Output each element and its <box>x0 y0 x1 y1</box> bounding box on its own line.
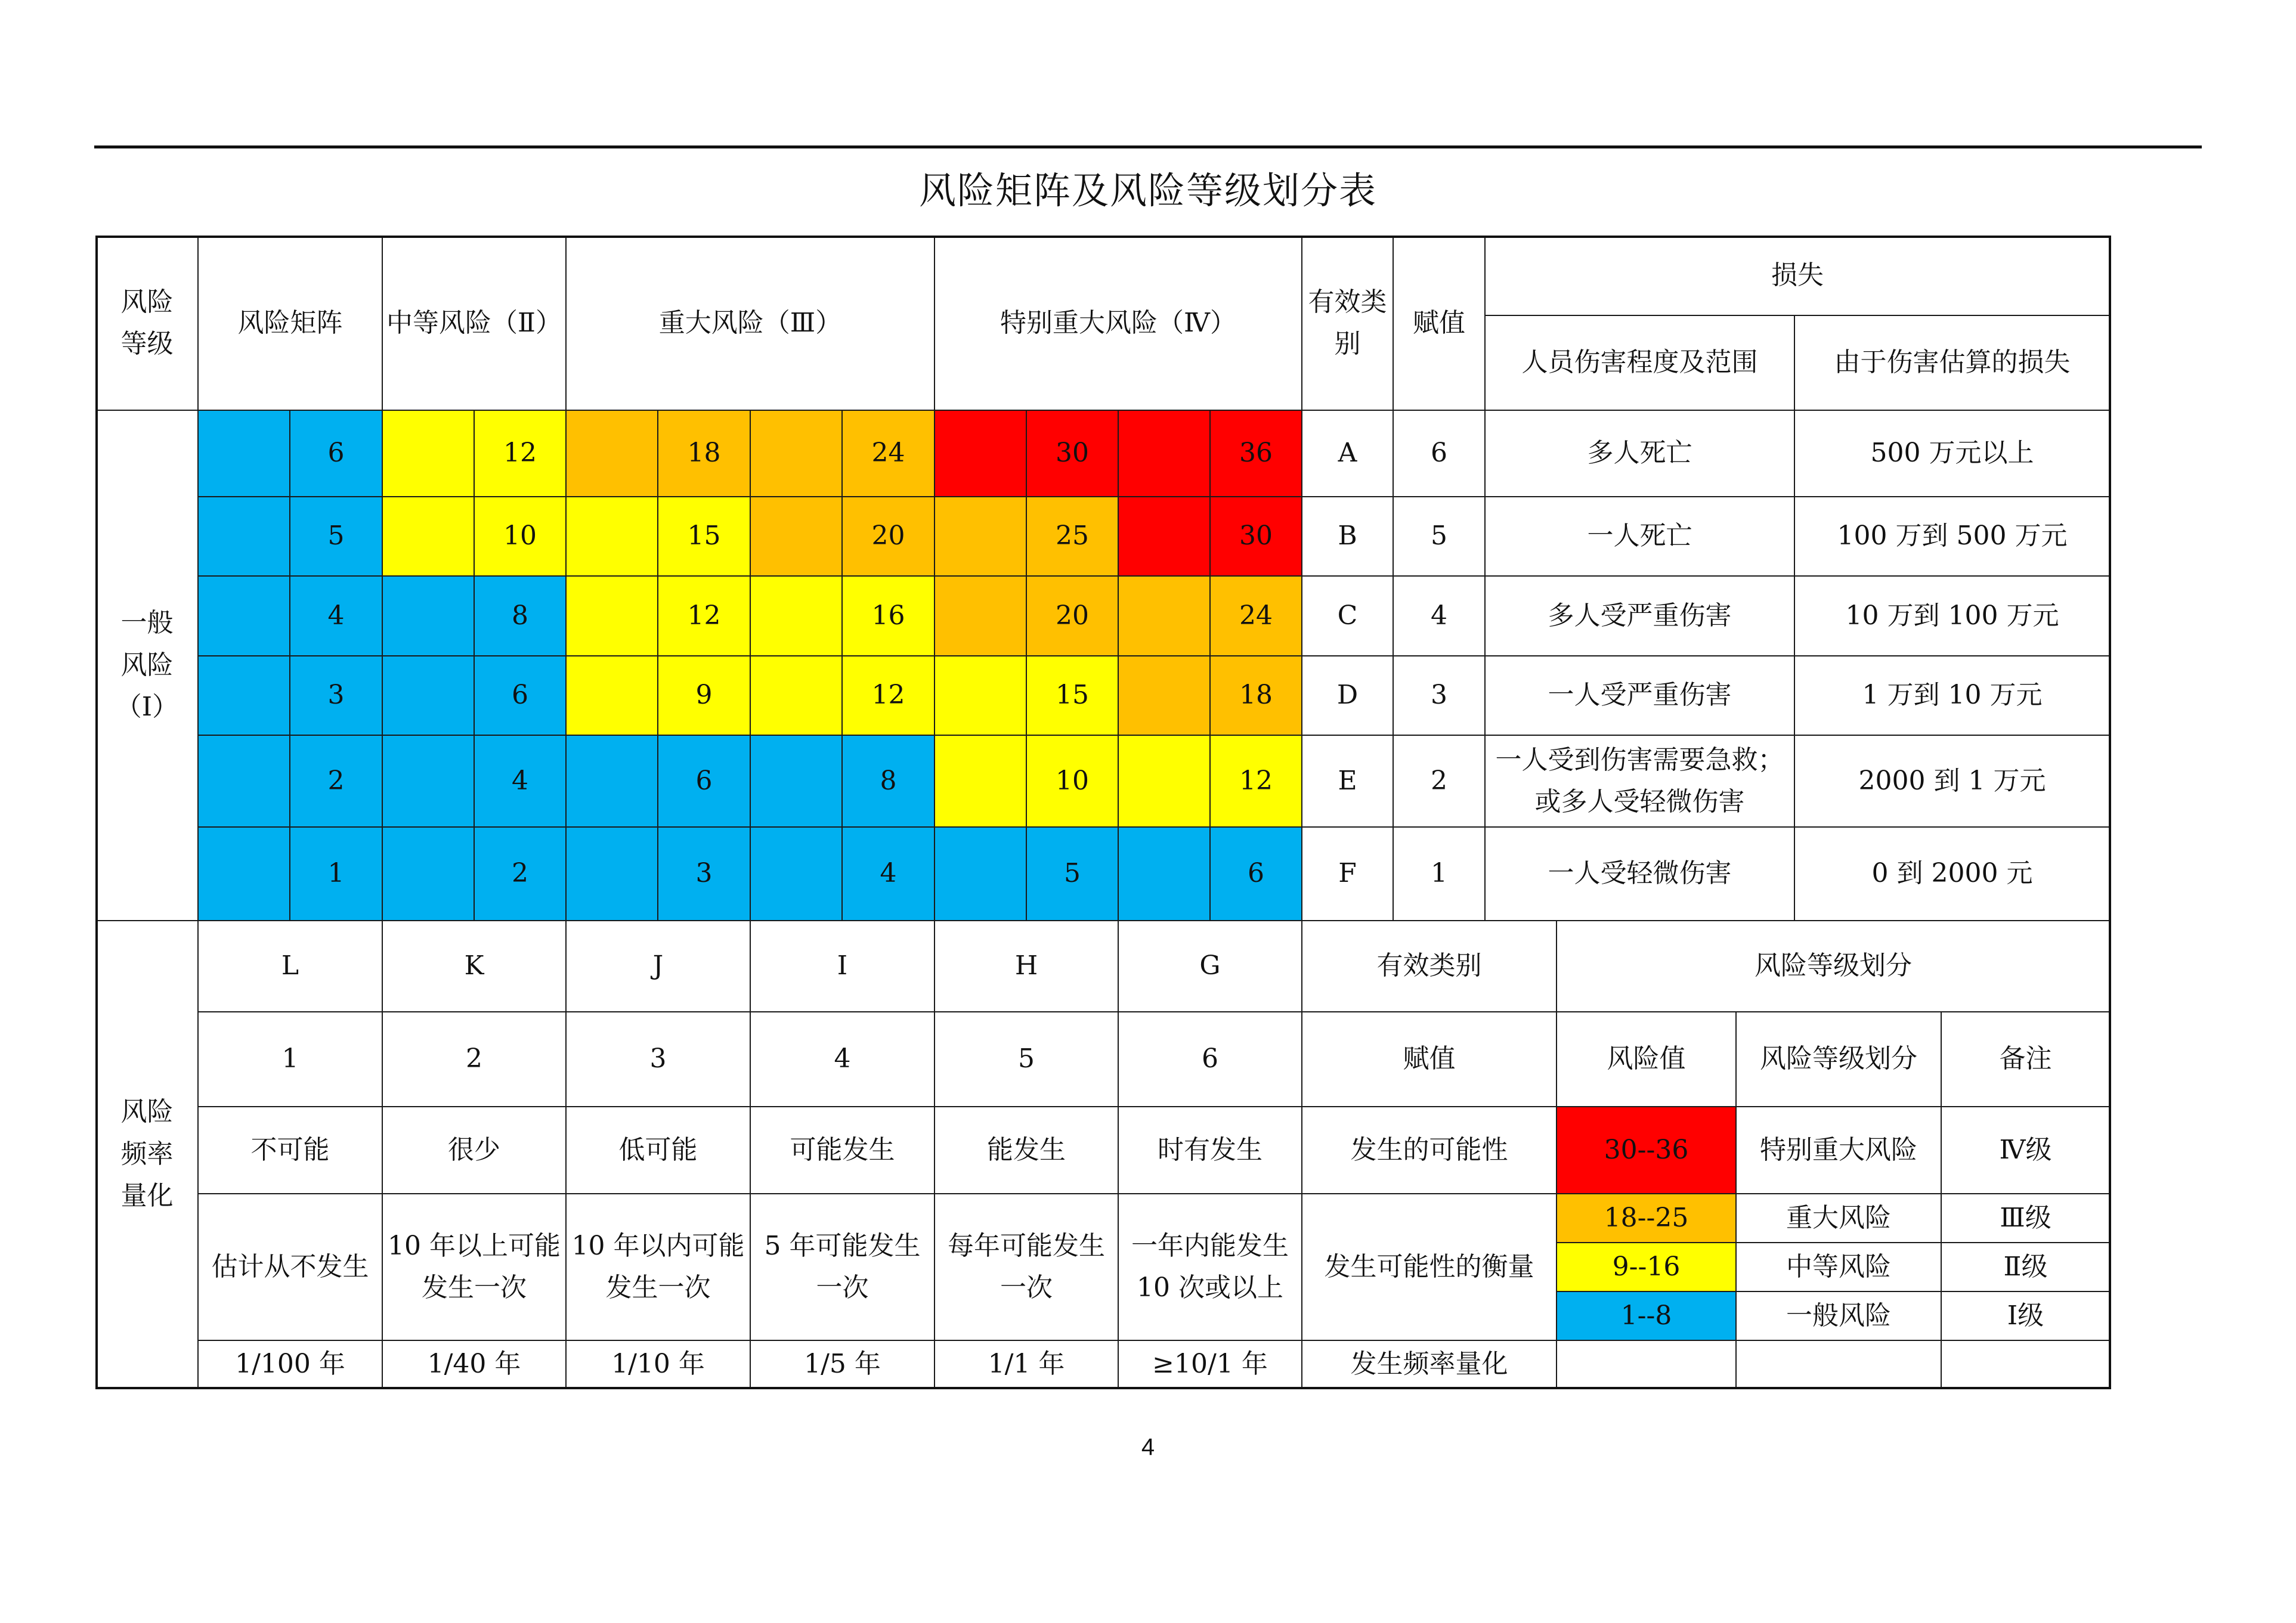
header-rule <box>94 145 2202 148</box>
frequency-rate: 1/1 年 <box>934 1340 1119 1389</box>
frequency-description: 5 年可能发生 一次 <box>750 1193 935 1341</box>
loss-cell: 100 万到 500 万元 <box>1794 496 2111 577</box>
matrix-value-cell: 4 <box>474 735 567 828</box>
matrix-color-cell <box>934 496 1027 577</box>
frequency-description: 10 年以内可能 发生一次 <box>565 1193 751 1341</box>
matrix-value-cell: 10 <box>474 496 567 577</box>
frequency-score: 1 <box>197 1011 383 1107</box>
risk-value-header: 风险值 <box>1556 1011 1737 1107</box>
category-cell: C <box>1301 575 1394 656</box>
matrix-value-cell: 6 <box>1209 826 1302 921</box>
matrix-color-cell <box>382 496 475 577</box>
frequency-letter: L <box>197 920 383 1012</box>
risk-range-swatch: 30--36 <box>1556 1106 1737 1194</box>
matrix-value-cell: 25 <box>1026 496 1119 577</box>
category-cell: A <box>1301 410 1394 497</box>
matrix-value-cell: 15 <box>1026 655 1119 736</box>
matrix-color-cell <box>750 496 843 577</box>
risk-note-header: 备注 <box>1941 1011 2111 1107</box>
matrix-color-cell <box>382 575 475 656</box>
header-major-risk: 重大风险（Ⅲ） <box>565 236 935 411</box>
empty-cell <box>1735 1340 1942 1389</box>
matrix-value-cell: 36 <box>1209 410 1302 497</box>
matrix-value-cell: 4 <box>289 575 383 656</box>
header-medium-risk: 中等风险（Ⅱ） <box>382 236 567 411</box>
label-measure: 发生可能性的衡量 <box>1301 1193 1557 1341</box>
risk-level-note: Ⅲ级 <box>1941 1193 2111 1243</box>
header-risk-level: 风险 等级 <box>95 236 199 411</box>
frequency-description: 10 年以上可能 发生一次 <box>382 1193 567 1341</box>
matrix-value-cell: 3 <box>657 826 751 921</box>
matrix-value-cell: 18 <box>657 410 751 497</box>
matrix-color-cell <box>565 826 658 921</box>
matrix-value-cell: 12 <box>474 410 567 497</box>
score-cell: 5 <box>1393 496 1486 577</box>
matrix-value-cell: 12 <box>1209 735 1302 828</box>
matrix-color-cell <box>565 575 658 656</box>
matrix-value-cell: 20 <box>1026 575 1119 656</box>
frequency-likelihood: 低可能 <box>565 1106 751 1194</box>
risk-level-note: Ⅱ级 <box>1941 1242 2111 1292</box>
matrix-value-cell: 30 <box>1209 496 1302 577</box>
risk-grade-header: 风险等级划分 <box>1735 1011 1942 1107</box>
category-cell: F <box>1301 826 1394 921</box>
empty-cell <box>1556 1340 1737 1389</box>
matrix-value-cell: 3 <box>289 655 383 736</box>
matrix-color-cell <box>197 735 290 828</box>
frequency-letter: H <box>934 920 1119 1012</box>
risk-level-name: 特别重大风险 <box>1735 1106 1942 1194</box>
score-cell: 3 <box>1393 655 1486 736</box>
loss-cell: 1 万到 10 万元 <box>1794 655 2111 736</box>
loss-cell: 0 到 2000 元 <box>1794 826 2111 921</box>
matrix-value-cell: 6 <box>474 655 567 736</box>
frequency-letter: K <box>382 920 567 1012</box>
matrix-value-cell: 2 <box>474 826 567 921</box>
matrix-value-cell: 16 <box>841 575 935 656</box>
matrix-color-cell <box>934 826 1027 921</box>
frequency-rate: 1/10 年 <box>565 1340 751 1389</box>
category-cell: E <box>1301 735 1394 828</box>
matrix-value-cell: 5 <box>1026 826 1119 921</box>
empty-cell <box>1941 1340 2111 1389</box>
matrix-color-cell <box>1118 410 1211 497</box>
matrix-value-cell: 12 <box>657 575 751 656</box>
matrix-value-cell: 4 <box>841 826 935 921</box>
matrix-color-cell <box>750 735 843 828</box>
matrix-color-cell <box>382 735 475 828</box>
loss-cell: 2000 到 1 万元 <box>1794 735 2111 828</box>
matrix-color-cell <box>565 496 658 577</box>
matrix-color-cell <box>197 826 290 921</box>
matrix-color-cell <box>1118 826 1211 921</box>
category-cell: D <box>1301 655 1394 736</box>
header-score: 赋值 <box>1393 236 1486 411</box>
page-title: 风险矩阵及风险等级划分表 <box>918 169 1377 212</box>
frequency-score: 5 <box>934 1011 1119 1107</box>
frequency-letter: I <box>750 920 935 1012</box>
frequency-likelihood: 不可能 <box>197 1106 383 1194</box>
matrix-value-cell: 2 <box>289 735 383 828</box>
header-risk-matrix: 风险矩阵 <box>197 236 383 411</box>
matrix-color-cell <box>565 410 658 497</box>
frequency-description: 估计从不发生 <box>197 1193 383 1341</box>
matrix-color-cell <box>750 826 843 921</box>
matrix-value-cell: 6 <box>289 410 383 497</box>
matrix-value-cell: 20 <box>841 496 935 577</box>
frequency-score: 6 <box>1118 1011 1302 1107</box>
score-cell: 6 <box>1393 410 1486 497</box>
frequency-score: 4 <box>750 1011 935 1107</box>
header-extreme-risk: 特别重大风险（Ⅳ） <box>934 236 1302 411</box>
risk-level-name: 一般风险 <box>1735 1291 1942 1341</box>
matrix-value-cell: 6 <box>657 735 751 828</box>
matrix-value-cell: 18 <box>1209 655 1302 736</box>
loss-cell: 500 万元以上 <box>1794 410 2111 497</box>
page-number: 4 <box>1141 1434 1155 1460</box>
risk-grading-title: 风险等级划分 <box>1556 920 2111 1012</box>
risk-level-name: 中等风险 <box>1735 1242 1942 1292</box>
score-cell: 1 <box>1393 826 1486 921</box>
matrix-value-cell: 30 <box>1026 410 1119 497</box>
risk-range-swatch: 9--16 <box>1556 1242 1737 1292</box>
matrix-color-cell <box>382 410 475 497</box>
matrix-value-cell: 5 <box>289 496 383 577</box>
frequency-rate: 1/100 年 <box>197 1340 383 1389</box>
matrix-color-cell <box>934 655 1027 736</box>
risk-range-swatch: 18--25 <box>1556 1193 1737 1243</box>
matrix-value-cell: 24 <box>1209 575 1302 656</box>
matrix-value-cell: 8 <box>474 575 567 656</box>
injury-cell: 一人死亡 <box>1484 496 1795 577</box>
frequency-letter: G <box>1118 920 1302 1012</box>
matrix-color-cell <box>1118 735 1211 828</box>
matrix-color-cell <box>197 655 290 736</box>
matrix-value-cell: 15 <box>657 496 751 577</box>
frequency-likelihood: 能发生 <box>934 1106 1119 1194</box>
score-cell: 2 <box>1393 735 1486 828</box>
matrix-value-cell: 9 <box>657 655 751 736</box>
matrix-color-cell <box>565 655 658 736</box>
header-personnel-injury: 人员伤害程度及范围 <box>1484 315 1795 411</box>
label-category: 有效类别 <box>1301 920 1557 1012</box>
matrix-color-cell <box>934 575 1027 656</box>
label-score: 赋值 <box>1301 1011 1557 1107</box>
frequency-letter: J <box>565 920 751 1012</box>
injury-cell: 多人受严重伤害 <box>1484 575 1795 656</box>
risk-level-note: Ⅳ级 <box>1941 1106 2111 1194</box>
injury-cell: 一人受轻微伤害 <box>1484 826 1795 921</box>
matrix-value-cell: 1 <box>289 826 383 921</box>
frequency-description: 每年可能发生 一次 <box>934 1193 1119 1341</box>
matrix-value-cell: 10 <box>1026 735 1119 828</box>
matrix-color-cell <box>382 826 475 921</box>
matrix-color-cell <box>750 655 843 736</box>
risk-level-note: Ⅰ级 <box>1941 1291 2111 1341</box>
matrix-color-cell <box>565 735 658 828</box>
frequency-likelihood: 时有发生 <box>1118 1106 1302 1194</box>
matrix-color-cell <box>197 496 290 577</box>
matrix-color-cell <box>750 410 843 497</box>
frequency-rate: ≥10/1 年 <box>1118 1340 1302 1389</box>
matrix-value-cell: 8 <box>841 735 935 828</box>
matrix-color-cell <box>750 575 843 656</box>
frequency-description: 一年内能发生 10 次或以上 <box>1118 1193 1302 1341</box>
matrix-value-cell: 12 <box>841 655 935 736</box>
score-cell: 4 <box>1393 575 1486 656</box>
header-category: 有效类 别 <box>1301 236 1394 411</box>
header-loss: 损失 <box>1484 236 2111 316</box>
risk-level-name: 重大风险 <box>1735 1193 1942 1243</box>
matrix-color-cell <box>1118 655 1211 736</box>
matrix-color-cell <box>197 575 290 656</box>
frequency-likelihood: 可能发生 <box>750 1106 935 1194</box>
loss-cell: 10 万到 100 万元 <box>1794 575 2111 656</box>
matrix-color-cell <box>1118 496 1211 577</box>
frequency-rate: 1/40 年 <box>382 1340 567 1389</box>
label-rate: 发生频率量化 <box>1301 1340 1557 1389</box>
matrix-color-cell <box>382 655 475 736</box>
matrix-color-cell <box>1118 575 1211 656</box>
frequency-section-label: 风险 频率 量化 <box>95 920 199 1389</box>
label-likelihood: 发生的可能性 <box>1301 1106 1557 1194</box>
injury-cell: 一人受严重伤害 <box>1484 655 1795 736</box>
matrix-color-cell <box>197 410 290 497</box>
frequency-score: 3 <box>565 1011 751 1107</box>
header-estimated-loss: 由于伤害估算的损失 <box>1794 315 2111 411</box>
injury-cell: 多人死亡 <box>1484 410 1795 497</box>
frequency-score: 2 <box>382 1011 567 1107</box>
injury-cell: 一人受到伤害需要急救； 或多人受轻微伤害 <box>1484 735 1795 828</box>
category-cell: B <box>1301 496 1394 577</box>
risk-range-swatch: 1--8 <box>1556 1291 1737 1341</box>
frequency-rate: 1/5 年 <box>750 1340 935 1389</box>
general-risk-label: 一般 风险 （Ⅰ） <box>95 410 199 921</box>
matrix-color-cell <box>934 735 1027 828</box>
matrix-color-cell <box>934 410 1027 497</box>
frequency-likelihood: 很少 <box>382 1106 567 1194</box>
matrix-value-cell: 24 <box>841 410 935 497</box>
